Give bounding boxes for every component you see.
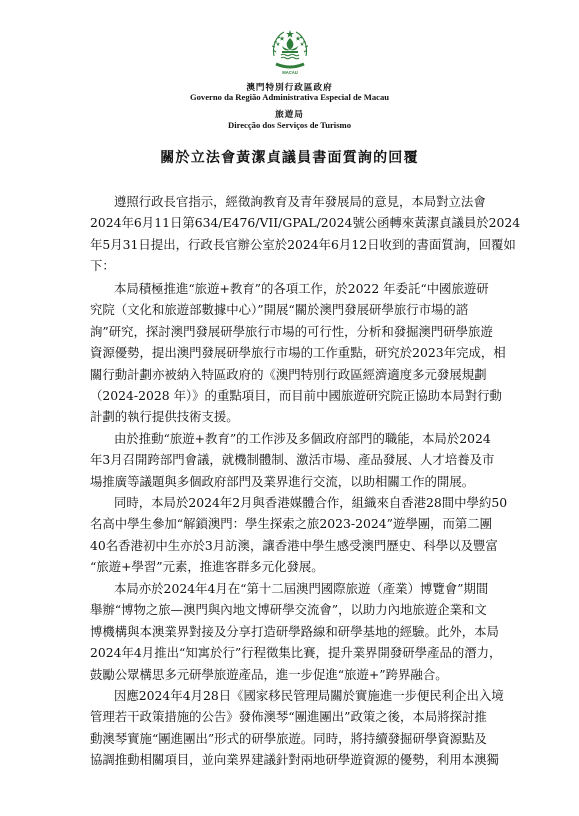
text-line: 2024年6月11日第634/E476/VII/GPAL/2024號公函轉來黃潔貞議員於2024 — [90, 215, 521, 231]
text-line: 本局積極推進“旅遊+教育”的各項工作，於2022 年委託“中國旅遊研 — [114, 281, 489, 296]
text-line: 年3月召開跨部門會議，就機制體制、激活市場、產品發展、人才培養及市 — [90, 452, 495, 468]
text-line: 因應2024年4月28日《國家移民管理局關於實施進一步便民利企出入境 — [114, 688, 504, 703]
text-line: 同時，本局於2024年2月與香港媒體合作，組織來自香港28間中學約50 — [114, 495, 508, 510]
text-line: 動澳琴實施“團進團出”形式的研學旅遊。同時，將持續發掘研學資源點及 — [90, 730, 487, 746]
paragraph-3 — [90, 428, 545, 492]
paragraph-1 — [90, 191, 545, 277]
text-line: 場推廣等議題與多個政府部門及業界進行交流，以助相關工作的開展。 — [90, 473, 475, 489]
text-line: （2024-2028 年）》的重點項目，而目前中國旅遊研究院正協助本局對行動 — [90, 387, 502, 403]
text-line: 管理若干政策措施的公告》發佈澳琴“團進團出”政策之後，本局將探討推 — [90, 709, 487, 725]
text-line: “旅遊+學習”元素，推進客群多元化發展。 — [90, 559, 324, 575]
text-line: 鼓勵公眾構思多元研學旅遊產品，進一步促進“旅遊+”跨界融合。 — [90, 666, 448, 682]
emblem-caption: MACAU — [282, 70, 298, 75]
department-name-chinese: 旅遊局 — [275, 110, 304, 120]
text-line: 協調推動相關項目，並向業界建議針對兩地研學遊資源的優勢，利用本澳獨 — [90, 752, 499, 768]
text-line: 計劃的執行提供技術支援。 — [90, 409, 239, 425]
macau-sar-emblem-icon — [268, 26, 312, 76]
text-line: 名高中學生參加“解鎖澳門：學生探索之旅2023-2024”遊學團，而第二團 — [90, 516, 493, 532]
text-line: 下： — [90, 258, 115, 274]
department-name-portuguese: Direcção dos Serviços de Turismo — [227, 120, 351, 130]
text-line: 關行動計劃亦被納入特區政府的《澳門特別行政區經濟適度多元發展規劃 — [90, 366, 487, 382]
government-name-portuguese: Governo da Região Administrativa Especial de Macau — [189, 92, 390, 102]
paragraph-4 — [90, 492, 545, 578]
text-line: 年5月31日提出，行政長官辦公室於2024年6月12日收到的書面質詢，回覆如 — [90, 236, 516, 252]
paragraph-6 — [90, 685, 545, 771]
paragraph-2 — [90, 278, 545, 428]
text-line: 究院（文化和旅遊部數據中心）”開展“關於澳門發展研學旅行市場的諮 — [90, 302, 469, 318]
text-line: 資源優勢，提出澳門發展研學旅行市場的工作重點，研究於2023年完成，相 — [90, 345, 506, 361]
government-name-chinese: 澳門特別行政區政府 — [246, 83, 333, 93]
text-line: 舉辦“博物之旅—澳門與內地文博研學交流會”，以助力內地旅遊企業和文 — [90, 602, 487, 618]
text-line: 詢”研究，探討澳門發展研學旅行市場的可行性，分析和發掘澳門研學旅遊 — [90, 323, 493, 339]
text-line: 40名香港初中生亦於3月訪澳，讓香港中學生感受澳門歷史、科學以及豐富 — [90, 537, 498, 553]
text-line: 2024年4月推出“知寓於行”行程徵集比賽，提升業界開發研學產品的潛力， — [90, 645, 502, 661]
text-line: 由於推動“旅遊+教育”的工作涉及多個政府部門的職能，本局於2024 — [114, 431, 491, 446]
text-line: 本局亦於2024年4月在“第十二屆澳門國際旅遊（產業）博覽會”期間 — [114, 581, 489, 596]
text-line: 遵照行政長官指示，經徵詢教育及青年發展局的意見，本局對立法會 — [114, 194, 486, 209]
text-line: 博機構與本澳業界對接及分享打造研學路線和研學基地的經驗。此外，本局 — [90, 623, 499, 639]
document-title: 關於立法會黃潔貞議員書面質詢的回覆 — [160, 150, 419, 166]
paragraph-5 — [90, 578, 545, 685]
